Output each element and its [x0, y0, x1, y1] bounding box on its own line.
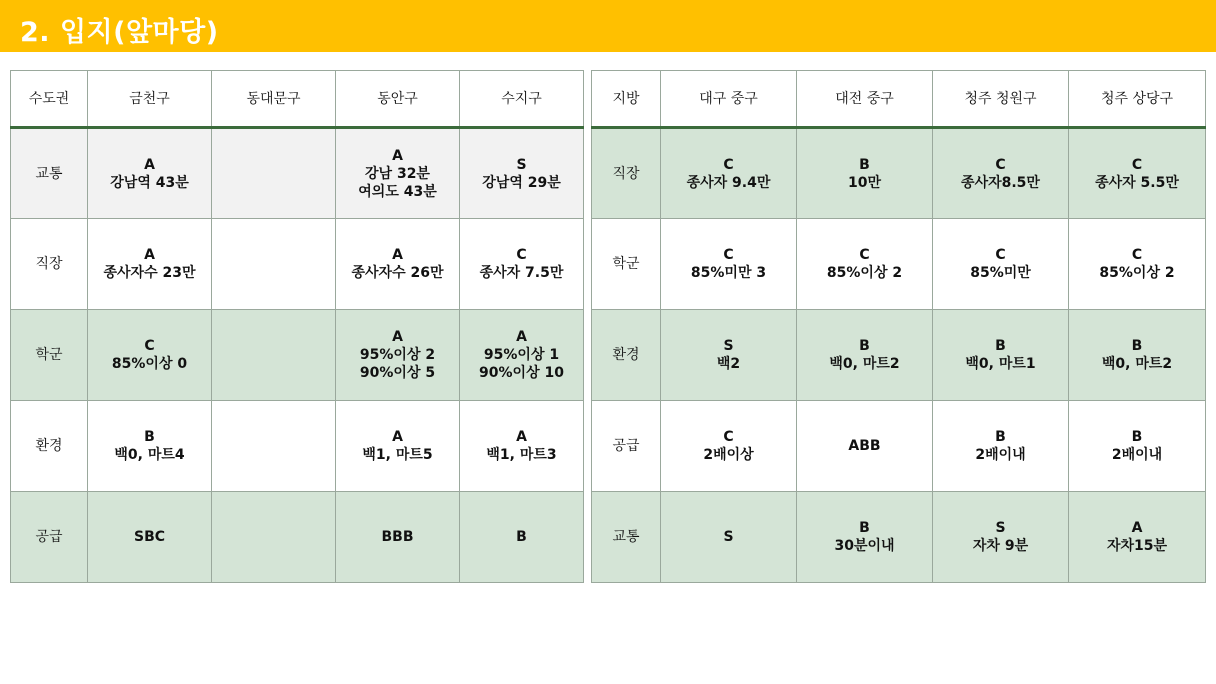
grade-value: A — [392, 429, 403, 445]
grade-detail: 자차 9분 — [972, 538, 1029, 554]
grade-cell — [88, 128, 212, 219]
grade-value: C — [995, 156, 1006, 173]
row-label: 환경 — [11, 401, 88, 492]
grade-value: S — [516, 156, 527, 173]
grade-value: C — [144, 338, 155, 354]
grade-cell — [661, 128, 797, 219]
grade-value: C — [995, 247, 1006, 263]
grade-value: C — [516, 247, 527, 263]
table-row — [11, 401, 584, 492]
grade-value: B — [144, 429, 155, 445]
grade-cell — [336, 401, 460, 492]
grade-cell — [797, 128, 933, 219]
header-cell: 청주 상당구 — [1069, 71, 1206, 128]
title-bar — [0, 0, 1216, 52]
grade-detail: 백1, 마트5 — [362, 447, 433, 463]
grade-cell — [933, 492, 1069, 583]
header-cell: 대전 중구 — [797, 71, 933, 128]
grade-detail: 90%이상 10 — [479, 365, 564, 381]
grade-value: A — [392, 247, 403, 263]
grade-cell — [88, 219, 212, 310]
grade-cell — [797, 310, 933, 401]
grade-detail: 종사자8.5만 — [961, 174, 1040, 191]
grade-cell — [797, 219, 933, 310]
header-cell: 대구 중구 — [661, 71, 797, 128]
grade-cell — [933, 219, 1069, 310]
grade-cell — [336, 492, 460, 583]
regional-table — [591, 70, 1206, 583]
grade-value: A — [144, 156, 155, 173]
grade-detail: 종사자수 26만 — [351, 265, 444, 281]
grade-cell — [460, 219, 584, 310]
grade-cell — [1069, 128, 1206, 219]
header-cell: 동안구 — [336, 71, 460, 128]
grade-cell — [460, 401, 584, 492]
grade-value: A — [144, 247, 155, 263]
grade-detail: 종사자 7.5만 — [479, 265, 564, 281]
grade-cell — [661, 219, 797, 310]
grade-cell — [661, 401, 797, 492]
table-row — [592, 219, 1206, 310]
row-label: 교통 — [592, 492, 661, 583]
grade-cell — [212, 310, 336, 401]
grade-value: S — [723, 338, 734, 354]
grade-cell — [1069, 219, 1206, 310]
grade-detail: 2배이상 — [703, 447, 754, 463]
grade-value: B — [995, 338, 1006, 354]
row-label: 교통 — [11, 128, 88, 219]
grade-detail: 종사자 5.5만 — [1095, 174, 1179, 191]
grade-detail: 85%미만 — [970, 265, 1031, 281]
row-label: 공급 — [592, 401, 661, 492]
grade-cell — [460, 492, 584, 583]
header-cell: 동대문구 — [212, 71, 336, 128]
row-label: 직장 — [11, 219, 88, 310]
grade-detail: 2배이내 — [975, 447, 1026, 463]
table-row — [592, 401, 1206, 492]
grade-cell — [336, 219, 460, 310]
grade-cell — [212, 219, 336, 310]
grade-detail: 30분이내 — [834, 538, 895, 554]
table-row — [11, 128, 584, 219]
table-row — [592, 310, 1206, 401]
grade-cell — [1069, 492, 1206, 583]
grade-value: B — [859, 520, 870, 536]
grade-value: S — [995, 520, 1006, 536]
grade-detail: 강남 32분 — [365, 165, 430, 182]
grade-value: C — [1131, 156, 1143, 173]
grade-cell — [1069, 310, 1206, 401]
grade-cell — [661, 310, 797, 401]
grade-cell — [661, 492, 797, 583]
table-body — [11, 128, 584, 583]
grade-cell — [933, 310, 1069, 401]
grade-value: A — [516, 429, 527, 445]
grade-cell — [1069, 401, 1206, 492]
table-row — [11, 492, 584, 583]
grade-value: C — [859, 247, 870, 263]
page-title: 2. 입지(앞마당) — [20, 17, 219, 48]
grade-detail: 백0, 마트2 — [829, 356, 900, 372]
grade-detail: 여의도 43분 — [358, 183, 437, 200]
grade-detail: 백0, 마트4 — [114, 447, 185, 463]
row-label: 환경 — [592, 310, 661, 401]
grade-detail: 95%이상 1 — [483, 347, 560, 363]
grade-value: B — [859, 156, 870, 173]
grade-cell — [88, 492, 212, 583]
grade-cell — [460, 128, 584, 219]
table-header-row — [11, 71, 584, 128]
grade-value: B — [516, 529, 527, 545]
grade-detail: 2배이내 — [1111, 447, 1163, 463]
grade-value: ABB — [848, 438, 881, 454]
grade-detail: 종사자 9.4만 — [686, 174, 771, 191]
grade-value: C — [723, 429, 734, 445]
grade-cell — [933, 401, 1069, 492]
header-cell: 수지구 — [460, 71, 584, 128]
grade-detail: 백2 — [716, 356, 741, 372]
grade-cell — [336, 128, 460, 219]
grade-cell — [336, 310, 460, 401]
grade-detail: 강남역 43분 — [110, 174, 189, 191]
table-body — [592, 128, 1206, 583]
grade-detail: 85%미만 3 — [690, 265, 767, 281]
table-row — [11, 310, 584, 401]
row-label: 학군 — [592, 219, 661, 310]
grade-cell — [460, 310, 584, 401]
header-cell: 수도권 — [11, 71, 88, 128]
grade-detail: 90%이상 5 — [359, 365, 436, 381]
grade-cell — [797, 401, 933, 492]
row-label: 직장 — [592, 128, 661, 219]
table-header-row — [592, 71, 1206, 128]
row-label: 학군 — [11, 310, 88, 401]
grade-cell — [88, 310, 212, 401]
grade-detail: 95%이상 2 — [359, 347, 436, 363]
grade-value: C — [723, 156, 734, 173]
grade-cell — [88, 401, 212, 492]
grade-value: BBB — [381, 529, 414, 545]
grade-detail: 85%이상 0 — [111, 356, 188, 372]
grade-value: B — [1131, 338, 1143, 354]
grade-detail: 강남역 29분 — [482, 174, 561, 191]
grade-cell — [212, 401, 336, 492]
grade-cell — [797, 492, 933, 583]
grade-detail: 자차15분 — [1106, 538, 1168, 554]
grade-value: A — [516, 329, 527, 345]
grade-detail: 10만 — [847, 174, 881, 191]
grade-value: C — [723, 247, 734, 263]
grade-value: S — [723, 529, 734, 545]
header-cell: 금천구 — [88, 71, 212, 128]
metro-area-table — [10, 70, 584, 583]
header-cell: 지방 — [592, 71, 661, 128]
grade-detail: 종사자수 23만 — [103, 265, 196, 281]
grade-detail: 85%이상 2 — [826, 265, 903, 281]
grade-value: A — [1131, 520, 1143, 536]
grade-cell — [212, 492, 336, 583]
table-row — [11, 219, 584, 310]
grade-value: B — [1131, 429, 1143, 445]
table-row — [592, 492, 1206, 583]
grade-cell — [933, 128, 1069, 219]
grade-detail: 백0, 마트2 — [1101, 356, 1173, 372]
grade-value: SBC — [133, 529, 166, 545]
grade-cell — [212, 128, 336, 219]
grade-detail: 85%이상 2 — [1099, 265, 1175, 281]
grade-value: B — [995, 429, 1006, 445]
header-cell: 청주 청원구 — [933, 71, 1069, 128]
table-row — [592, 128, 1206, 219]
row-label: 공급 — [11, 492, 88, 583]
grade-value: A — [392, 147, 403, 164]
grade-value: B — [859, 338, 870, 354]
grade-value: C — [1131, 247, 1143, 263]
grade-detail: 백0, 마트1 — [965, 356, 1036, 372]
grade-value: A — [392, 329, 403, 345]
grade-detail: 백1, 마트3 — [486, 447, 557, 463]
